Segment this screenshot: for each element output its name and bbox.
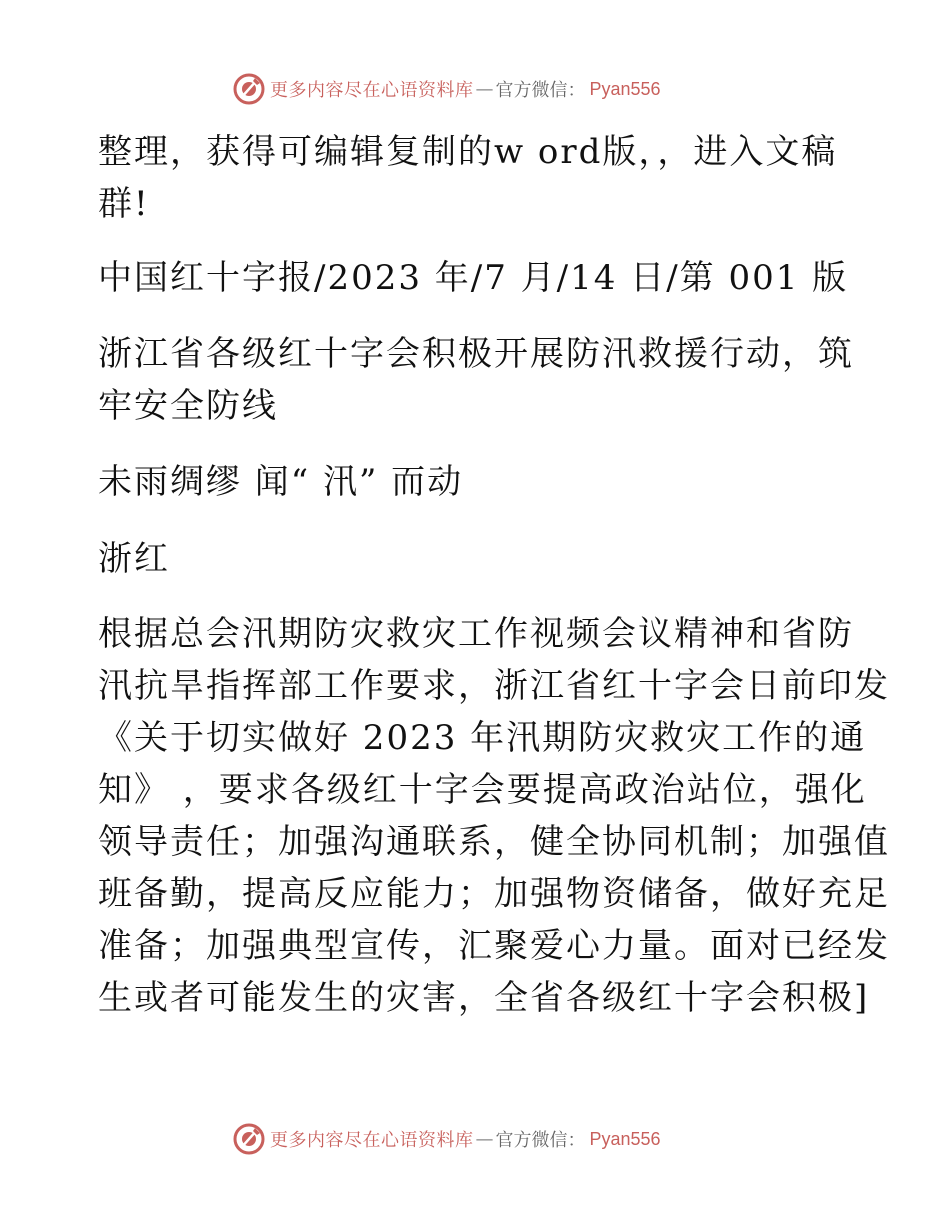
paragraph-line: 生或者可能发生的灾害，全省各级红十字会积极]	[98, 978, 870, 1018]
paragraph-line: 知》 ，要求各级红十字会要提高政治站位，强化	[98, 770, 867, 810]
source-line: 中国红十字报/2023 年/7 月/14 日/第 001 版	[98, 258, 849, 298]
watermark-brand-text: 更多内容尽在心语资料库	[270, 80, 474, 101]
paragraph-line: 汛抗旱指挥部工作要求，浙江省红十字会日前印发	[98, 666, 890, 706]
intro-line-1: 整理，获得可编辑复制的w ord版，，进入文稿	[98, 132, 838, 172]
headline-block	[98, 328, 854, 432]
paragraph-line: 班备勤，提高反应能力；加强物资储备，做好充足	[98, 874, 890, 914]
watermark-banner-top	[232, 72, 661, 106]
paragraph-line: 《关于切实做好 2023 年汛期防灾救灾工作的通	[98, 718, 867, 758]
intro-line-2: 群!	[98, 184, 150, 224]
brand-logo-icon	[232, 72, 266, 106]
watermark-dash: —	[475, 78, 494, 100]
watermark-dash: —	[475, 1128, 494, 1150]
subhead-line: 未雨绸缪 闻“ 汛” 而动	[98, 462, 464, 502]
intro-block	[98, 126, 837, 230]
watermark-wechat-id: Pyan556	[589, 78, 661, 99]
watermark-wechat-label: 官方微信：	[495, 1130, 586, 1151]
headline-line-2: 牢安全防线	[98, 386, 278, 426]
paragraph-line: 领导责任；加强沟通联系，健全协同机制；加强值	[98, 822, 890, 862]
watermark-wechat-label: 官方微信：	[495, 80, 586, 101]
watermark-wechat-id: Pyan556	[589, 1128, 661, 1149]
watermark-brand-text: 更多内容尽在心语资料库	[270, 1130, 474, 1151]
paragraph-line: 准备；加强典型宣传，汇聚爱心力量。面对已经发	[98, 926, 890, 966]
author-line: 浙红	[98, 539, 170, 579]
article-paragraph	[98, 608, 890, 1024]
brand-logo-icon	[232, 1122, 266, 1156]
watermark-banner-bottom	[232, 1122, 661, 1156]
headline-line-1: 浙江省各级红十字会积极开展防汛救援行动，筑	[98, 334, 854, 374]
paragraph-line: 根据总会汛期防灾救灾工作视频会议精神和省防	[98, 614, 854, 654]
